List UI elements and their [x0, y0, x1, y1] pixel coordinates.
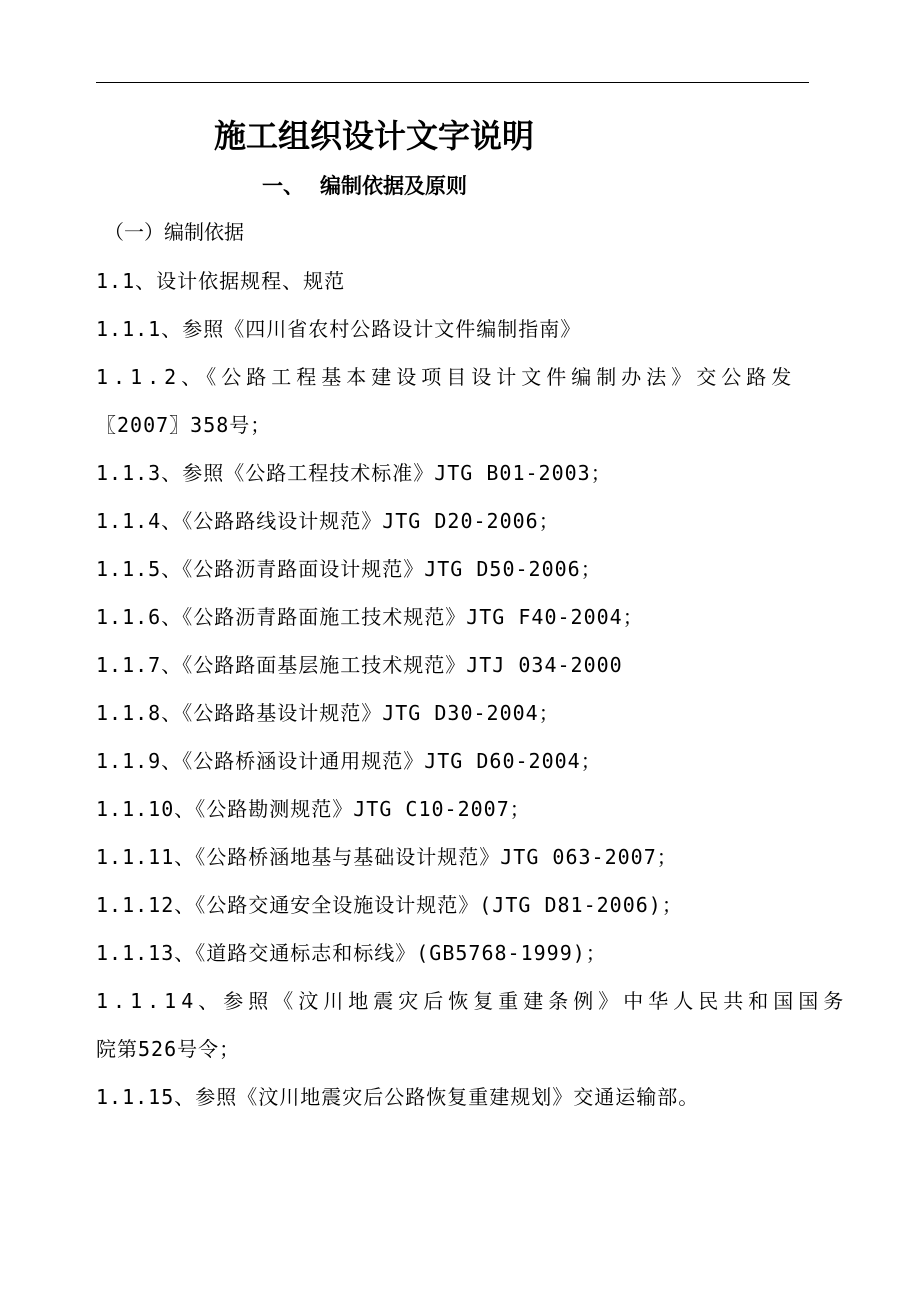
list-item: 1.1、设计依据规程、规范 [96, 269, 346, 293]
list-item: 1.1.9、《公路桥涵设计通用规范》JTG D60-2004； [96, 749, 602, 773]
list-item: 1.1.14、参照《汶川地震灾后恢复重建条例》中华人民共和国国务 [96, 989, 849, 1013]
list-item-continuation: 院第526号令； [96, 1037, 241, 1061]
list-item: 1.1.5、《公路沥青路面设计规范》JTG D50-2006； [96, 557, 602, 581]
list-item: 1.1.11、《公路桥涵地基与基础设计规范》JTG 063-2007； [96, 845, 678, 869]
list-item: 1.1.10、《公路勘测规范》JTG C10-2007； [96, 797, 531, 821]
section-heading [262, 168, 467, 204]
document-title: 施工组织设计文字说明 [214, 117, 535, 155]
list-item-continuation: 〖2007〗358号； [96, 413, 272, 437]
list-item: 1.1.4、《公路路线设计规范》JTG D20-2006； [96, 509, 560, 533]
header-rule [96, 82, 809, 83]
list-item: 1.1.7、《公路路面基层施工技术规范》JTJ 034-2000 [96, 653, 623, 677]
subsection-heading: （一）编制依据 [104, 220, 244, 244]
section-title: 编制依据及原则 [320, 174, 467, 198]
section-number: 一、 [262, 174, 304, 198]
list-item: 1.1.1、参照《四川省农村公路设计文件编制指南》 [96, 317, 582, 341]
list-item: 1.1.3、参照《公路工程技术标准》JTG B01-2003； [96, 461, 612, 485]
list-item: 1.1.8、《公路路基设计规范》JTG D30-2004； [96, 701, 560, 725]
list-item: 1.1.6、《公路沥青路面施工技术规范》JTG F40-2004； [96, 605, 644, 629]
list-item: 1.1.13、《道路交通标志和标线》(GB5768-1999)； [96, 941, 607, 965]
list-item: 1.1.12、《公路交通安全设施设计规范》(JTG D81-2006)； [96, 893, 683, 917]
list-item: 1.1.2、《公路工程基本建设项目设计文件编制办法》交公路发 [96, 365, 797, 389]
list-item: 1.1.15、参照《汶川地震灾后公路恢复重建规划》交通运输部。 [96, 1085, 700, 1109]
